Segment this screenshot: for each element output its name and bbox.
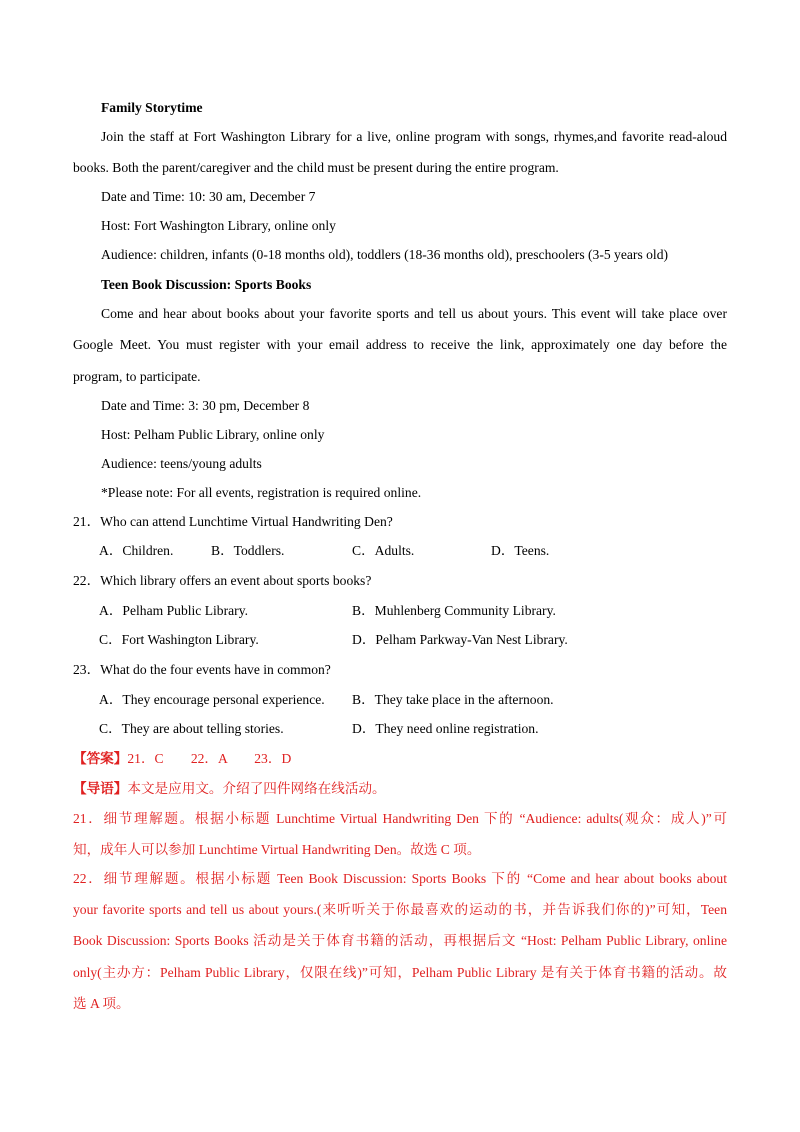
question-23-option-b: B．They take place in the afternoon. [352, 692, 554, 707]
explanation-22-line1: 22．细节理解题。根据小标题 Teen Book Discussion: Sports Books 下的 “Come and hear about books about [73, 871, 727, 886]
answer-text: 21．C 22．A 23．D [127, 751, 292, 766]
event2-audience: Audience: teens/young adults [101, 456, 262, 471]
event2-date: Date and Time: 3: 30 pm, December 8 [101, 398, 310, 413]
event1-date: Date and Time: 10: 30 am, December 7 [101, 189, 316, 204]
event1-host: Host: Fort Washington Library, online only [101, 218, 336, 233]
question-22-option-b: B．Muhlenberg Community Library. [352, 603, 556, 618]
event1-title: Family Storytime [101, 100, 203, 115]
question-21-option-b: B．Toddlers. [211, 543, 285, 558]
event1-audience: Audience: children, infants (0-18 months old), toddlers (18-36 months old), preschoolers (3-5 years old) [101, 247, 669, 262]
question-21-option-d: D．Teens. [491, 543, 550, 558]
question-22-option-d: D．Pelham Parkway-Van Nest Library. [352, 632, 568, 647]
answer-label: 【答案】 [73, 751, 128, 766]
question-23-option-c: C．They are about telling stories. [99, 721, 284, 736]
event2-body-line3: program, to participate. [73, 369, 201, 384]
question-22-option-c: C．Fort Washington Library. [99, 632, 259, 647]
explanation-21-line2: 知，成年人可以参加 Lunchtime Virtual Handwriting Den。故选 C 项。 [73, 842, 481, 857]
event1-body-line1: Join the staff at Fort Washington Library for a live, online program with songs, rhymes,and favorite read-aloud [101, 129, 727, 144]
answer-line [73, 750, 291, 768]
question-21-stem: 21．Who can attend Lunchtime Virtual Handwriting Den? [73, 514, 393, 529]
explanation-22-line3: Book Discussion: Sports Books 活动是关于体育书籍的活动，再根据后文 “Host: Pelham Public Library, online [73, 933, 727, 948]
explanation-21-line1: 21．细节理解题。根据小标题 Lunchtime Virtual Handwriting Den 下的 “Audience: adults(观众：成人)”可 [73, 811, 727, 826]
explanation-22-line2: your favorite sports and tell us about yours.(来听听关于你最喜欢的运动的书，并告诉我们你的)”可知，Teen [73, 902, 727, 917]
question-21-option-c: C．Adults. [352, 543, 415, 558]
event2-body-line2: Google Meet. You must register with your email address to receive the link, approximately one day before the [73, 337, 727, 352]
event2-title: Teen Book Discussion: Sports Books [101, 277, 312, 292]
question-21-option-a: A．Children. [99, 543, 174, 558]
question-23-stem: 23．What do the four events have in common? [73, 662, 331, 677]
event2-host: Host: Pelham Public Library, online only [101, 427, 325, 442]
registration-note: *Please note: For all events, registration is required online. [101, 485, 422, 500]
explanation-22-line5: 选 A 项。 [73, 996, 130, 1011]
question-22-stem: 22．Which library offers an event about sports books? [73, 573, 372, 588]
event1-body-line2: books. Both the parent/caregiver and the child must be present during the entire program. [73, 160, 559, 175]
question-22-option-a: A．Pelham Public Library. [99, 603, 248, 618]
guide-label: 【导语】 [73, 781, 128, 796]
event2-body-line1: Come and hear about books about your favorite sports and tell us about yours. This event will take place over [101, 306, 727, 321]
guide-text: 本文是应用文。介绍了四件网络在线活动。 [127, 781, 386, 796]
question-23-option-d: D．They need online registration. [352, 721, 539, 736]
question-23-option-a: A．They encourage personal experience. [99, 692, 325, 707]
explanation-22-line4: only(主办方：Pelham Public Library，仅限在线)”可知，Pelham Public Library 是有关于体育书籍的活动。故 [73, 965, 727, 980]
guide-line [73, 780, 386, 798]
